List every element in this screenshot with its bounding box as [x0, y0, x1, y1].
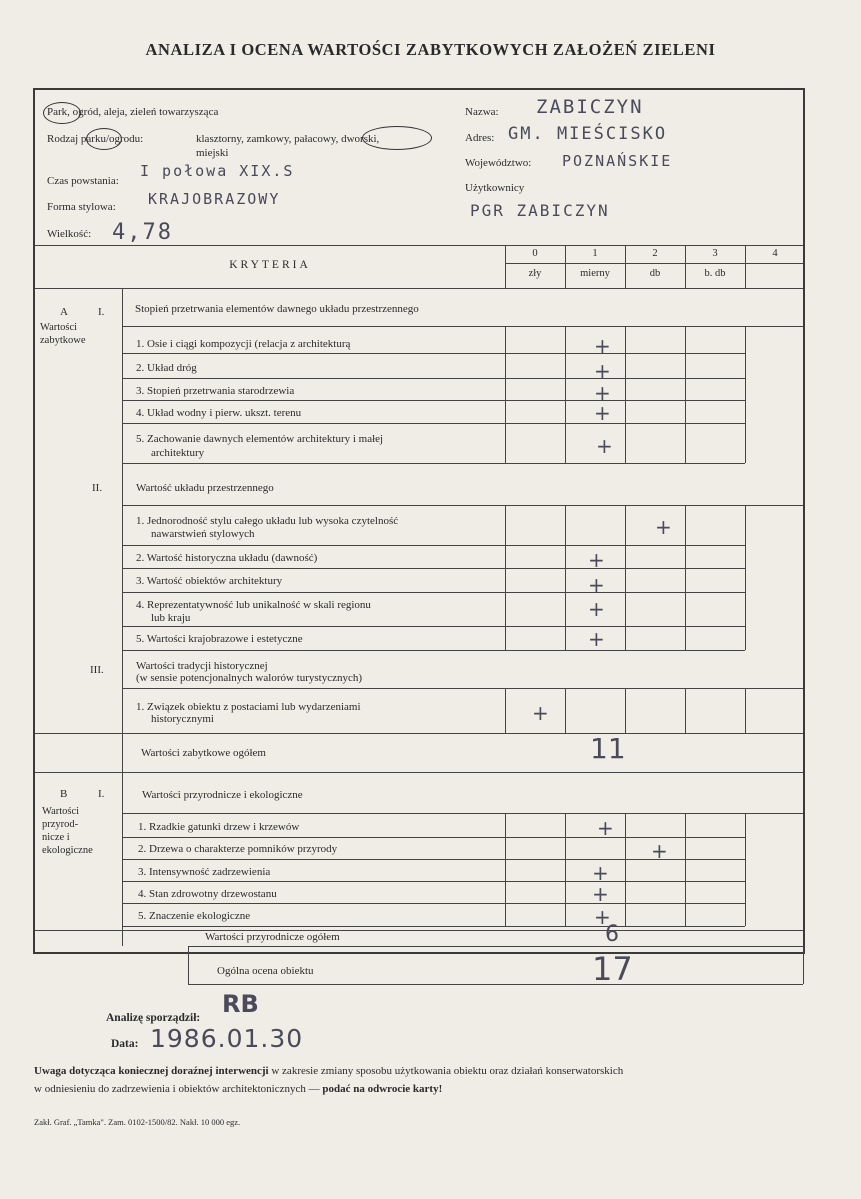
rodzaj-options-2: miejski — [196, 147, 229, 159]
criterion-b-1: 1. Rzadkie gatunki drzew i krzewów — [138, 821, 300, 833]
wielkosc-value: 4,78 — [112, 220, 173, 245]
grid-line — [122, 400, 745, 401]
grid-line — [505, 263, 803, 264]
criterion-a1-4: 4. Układ wodny i pierw. ukszt. terenu — [136, 407, 302, 419]
grid-line — [122, 592, 745, 593]
section-a3-heading: Wartości tradycji historycznej — [136, 660, 268, 672]
grid-line — [188, 946, 803, 947]
uwaga-bold: Uwaga dotycząca koniecznej doraźnej interwencji — [34, 1065, 269, 1077]
section-b-label-3: nicze i — [42, 832, 70, 843]
grid-line — [565, 813, 566, 926]
section-a-label-2: zabytkowe — [40, 335, 86, 346]
grid-line — [122, 568, 745, 569]
scale-0: 0 — [532, 248, 538, 259]
grid-line — [803, 946, 804, 984]
park-type-line: Park, ogród, aleja, zieleń towarzysząca — [47, 106, 219, 118]
uwaga-line2: w odniesieniu do zadrzewienia i obiektów architektonicznych — — [34, 1083, 320, 1095]
criterion-a1-1: 1. Osie i ciągi kompozycji (relacja z architekturą — [136, 338, 351, 350]
rating-mark: + — [594, 905, 611, 929]
section-b-total-label: Wartości przyrodnicze ogółem — [205, 931, 340, 943]
grid-line — [188, 984, 803, 985]
rating-mark: + — [594, 381, 611, 405]
rating-mark: + — [532, 701, 549, 725]
section-a-total-value: 11 — [590, 732, 626, 765]
wojewodztwo-label: Województwo: — [465, 157, 532, 169]
scale-3: 3 — [712, 248, 718, 259]
rodzaj-label: Rodzaj parku/ogrodu: — [47, 133, 144, 145]
criterion-a2-1: 1. Jednorodność stylu całego układu lub wysoka czytelność — [136, 515, 399, 527]
rating-mark: + — [594, 334, 611, 358]
grid-line — [122, 626, 745, 627]
grid-line — [122, 926, 745, 927]
section-a-total-label: Wartości zabytkowe ogółem — [141, 747, 266, 759]
grid-line — [122, 378, 745, 379]
scale-label-3: b. db — [704, 268, 726, 279]
grid-line — [122, 545, 745, 546]
rating-mark: + — [594, 359, 611, 383]
rating-mark: + — [588, 573, 605, 597]
forma-value: KRAJOBRAZOWY — [148, 190, 281, 208]
adres-value: GM. MIEŚCISKO — [508, 124, 668, 144]
grid-line — [122, 423, 745, 424]
criterion-a2-5: 5. Wartości krajobrazowe i estetyczne — [136, 633, 303, 645]
section-a2-heading: Wartość układu przestrzennego — [136, 482, 274, 494]
rating-mark: + — [655, 515, 672, 539]
rating-mark: + — [594, 401, 611, 425]
criterion-b-4: 4. Stan zdrowotny drzewostanu — [138, 888, 277, 900]
criterion-a1-5: 5. Zachowanie dawnych elementów architektury i małej — [136, 433, 384, 445]
data-value: 1986.01.30 — [150, 1024, 304, 1053]
grid-line — [122, 837, 745, 838]
grid-line — [122, 688, 803, 689]
scale-1: 1 — [592, 248, 598, 259]
grid-line — [625, 505, 626, 650]
rating-mark: + — [588, 597, 605, 621]
section-a-roman-3: III. — [90, 664, 104, 676]
circle-mark — [362, 126, 432, 150]
uwaga-rest: w zakresie zmiany sposobu użytkowania obiektu oraz działań konserwatorskich — [271, 1065, 624, 1077]
grid-line — [505, 813, 506, 926]
grid-line — [685, 505, 686, 650]
section-b-roman: I. — [98, 788, 105, 800]
overall-label: Ogólna ocena obiektu — [217, 965, 314, 977]
rating-mark: + — [651, 839, 668, 863]
grid-line — [122, 650, 745, 651]
circle-mark — [43, 102, 81, 124]
grid-line — [625, 688, 626, 733]
wojewodztwo-value: POZNAŃSKIE — [562, 152, 673, 170]
uwaga-note — [34, 1062, 834, 1098]
criterion-a2-4: 4. Reprezentatywność lub unikalność w skali regionu — [136, 599, 371, 611]
grid-line — [505, 326, 506, 463]
section-b-label-4: ekologiczne — [42, 845, 93, 856]
grid-line — [625, 326, 626, 463]
grid-line — [122, 505, 803, 506]
analiza-label: Analizę sporządził: — [106, 1012, 201, 1024]
criterion-a1-5-cont: architektury — [151, 447, 205, 459]
uwaga-line2-bold: podać na odwrocie karty! — [322, 1083, 443, 1095]
grid-line — [35, 245, 803, 246]
section-b-total-value: 6 — [605, 922, 619, 947]
rating-mark: + — [592, 861, 609, 885]
section-a-letter: A — [60, 306, 68, 318]
criterion-a2-2: 2. Wartość historyczna układu (dawność) — [136, 552, 318, 564]
grid-line — [565, 505, 566, 650]
criterion-b-2: 2. Drzewa o charakterze pomników przyrody — [138, 843, 338, 855]
grid-line — [122, 881, 745, 882]
grid-line — [122, 903, 745, 904]
uzytkownicy-value: PGR ZABICZYN — [470, 201, 610, 220]
rating-mark: + — [597, 816, 614, 840]
wielkosc-label: Wielkość: — [47, 228, 92, 240]
grid-line — [35, 930, 803, 931]
grid-line — [35, 288, 803, 289]
criterion-b-3: 3. Intensywność zadrzewienia — [138, 866, 271, 878]
czas-value: I połowa XIX.S — [140, 162, 295, 180]
criterion-a1-3: 3. Stopień przetrwania starodrzewia — [136, 385, 295, 397]
grid-line — [625, 813, 626, 926]
grid-line — [745, 813, 746, 926]
criterion-b-5: 5. Znaczenie ekologiczne — [138, 910, 251, 922]
grid-line — [565, 326, 566, 463]
grid-line — [565, 688, 566, 733]
grid-line — [35, 772, 803, 773]
scale-label-0: zły — [528, 268, 542, 279]
grid-line — [505, 505, 506, 650]
section-b-heading: Wartości przyrodnicze i ekologiczne — [142, 789, 303, 801]
scale-2: 2 — [652, 248, 658, 259]
grid-line — [35, 733, 803, 734]
adres-label: Adres: — [465, 132, 495, 144]
grid-line — [685, 326, 686, 463]
uzytkownicy-label: Użytkownicy — [465, 182, 525, 194]
criterion-a3-1-cont: historycznymi — [151, 713, 214, 725]
section-b-label-2: przyrod- — [42, 819, 79, 830]
scale-label-1: mierny — [580, 268, 610, 279]
grid-line — [122, 813, 803, 814]
rating-mark: + — [588, 548, 605, 572]
grid-line — [122, 326, 803, 327]
grid-line — [122, 288, 123, 946]
grid-line — [685, 813, 686, 926]
kryteria-header: KRYTERIA — [229, 259, 311, 271]
grid-line — [505, 688, 506, 733]
form-title: ANALIZA I OCENA WARTOŚCI ZABYTKOWYCH ZAŁOŻEŃ ZIELENI — [145, 40, 716, 59]
grid-line — [745, 326, 746, 463]
nazwa-value: ZABICZYN — [536, 96, 644, 118]
section-a-label-1: Wartości — [40, 322, 78, 333]
section-a-heading: Stopień przetrwania elementów dawnego układu przestrzennego — [135, 303, 419, 315]
rating-mark: + — [588, 627, 605, 651]
scale-4: 4 — [772, 248, 778, 259]
rating-mark: + — [596, 434, 613, 458]
grid-line — [122, 353, 745, 354]
grid-line — [745, 505, 746, 650]
criterion-a2-1-cont: nawarstwień stylowych — [151, 528, 255, 540]
czas-label: Czas powstania: — [47, 175, 119, 187]
section-a3-heading-2: (w sensie potencjonalnych walorów turystycznych) — [136, 672, 363, 684]
forma-label: Forma stylowa: — [47, 201, 116, 213]
criterion-a2-3: 3. Wartość obiektów architektury — [136, 575, 283, 587]
circle-mark — [86, 128, 122, 150]
section-b-letter: B — [60, 788, 68, 800]
criterion-a1-2: 2. Układ dróg — [136, 362, 197, 374]
rating-mark: + — [592, 882, 609, 906]
section-a-roman-2: II. — [92, 482, 103, 494]
criterion-a2-4-cont: lub kraju — [151, 612, 191, 624]
grid-line — [122, 463, 745, 464]
data-label: Data: — [111, 1038, 139, 1050]
grid-line — [685, 688, 686, 733]
section-a-roman: I. — [98, 306, 105, 318]
analiza-value: RB — [222, 990, 259, 1018]
overall-value: 17 — [592, 950, 633, 988]
scale-label-2: db — [649, 268, 661, 279]
printer-footer: Zakł. Graf. „Tamka". Zam. 0102-1500/82. Nakł. 10 000 egz. — [34, 1117, 241, 1127]
criterion-a3-1: 1. Związek obiektu z postaciami lub wydarzeniami — [136, 701, 361, 713]
rodzaj-options: klasztorny, zamkowy, pałacowy, dworski, — [196, 133, 380, 145]
section-b-label-1: Wartości — [42, 806, 80, 817]
nazwa-label: Nazwa: — [465, 106, 499, 118]
grid-line — [745, 688, 746, 733]
grid-line — [188, 946, 189, 984]
